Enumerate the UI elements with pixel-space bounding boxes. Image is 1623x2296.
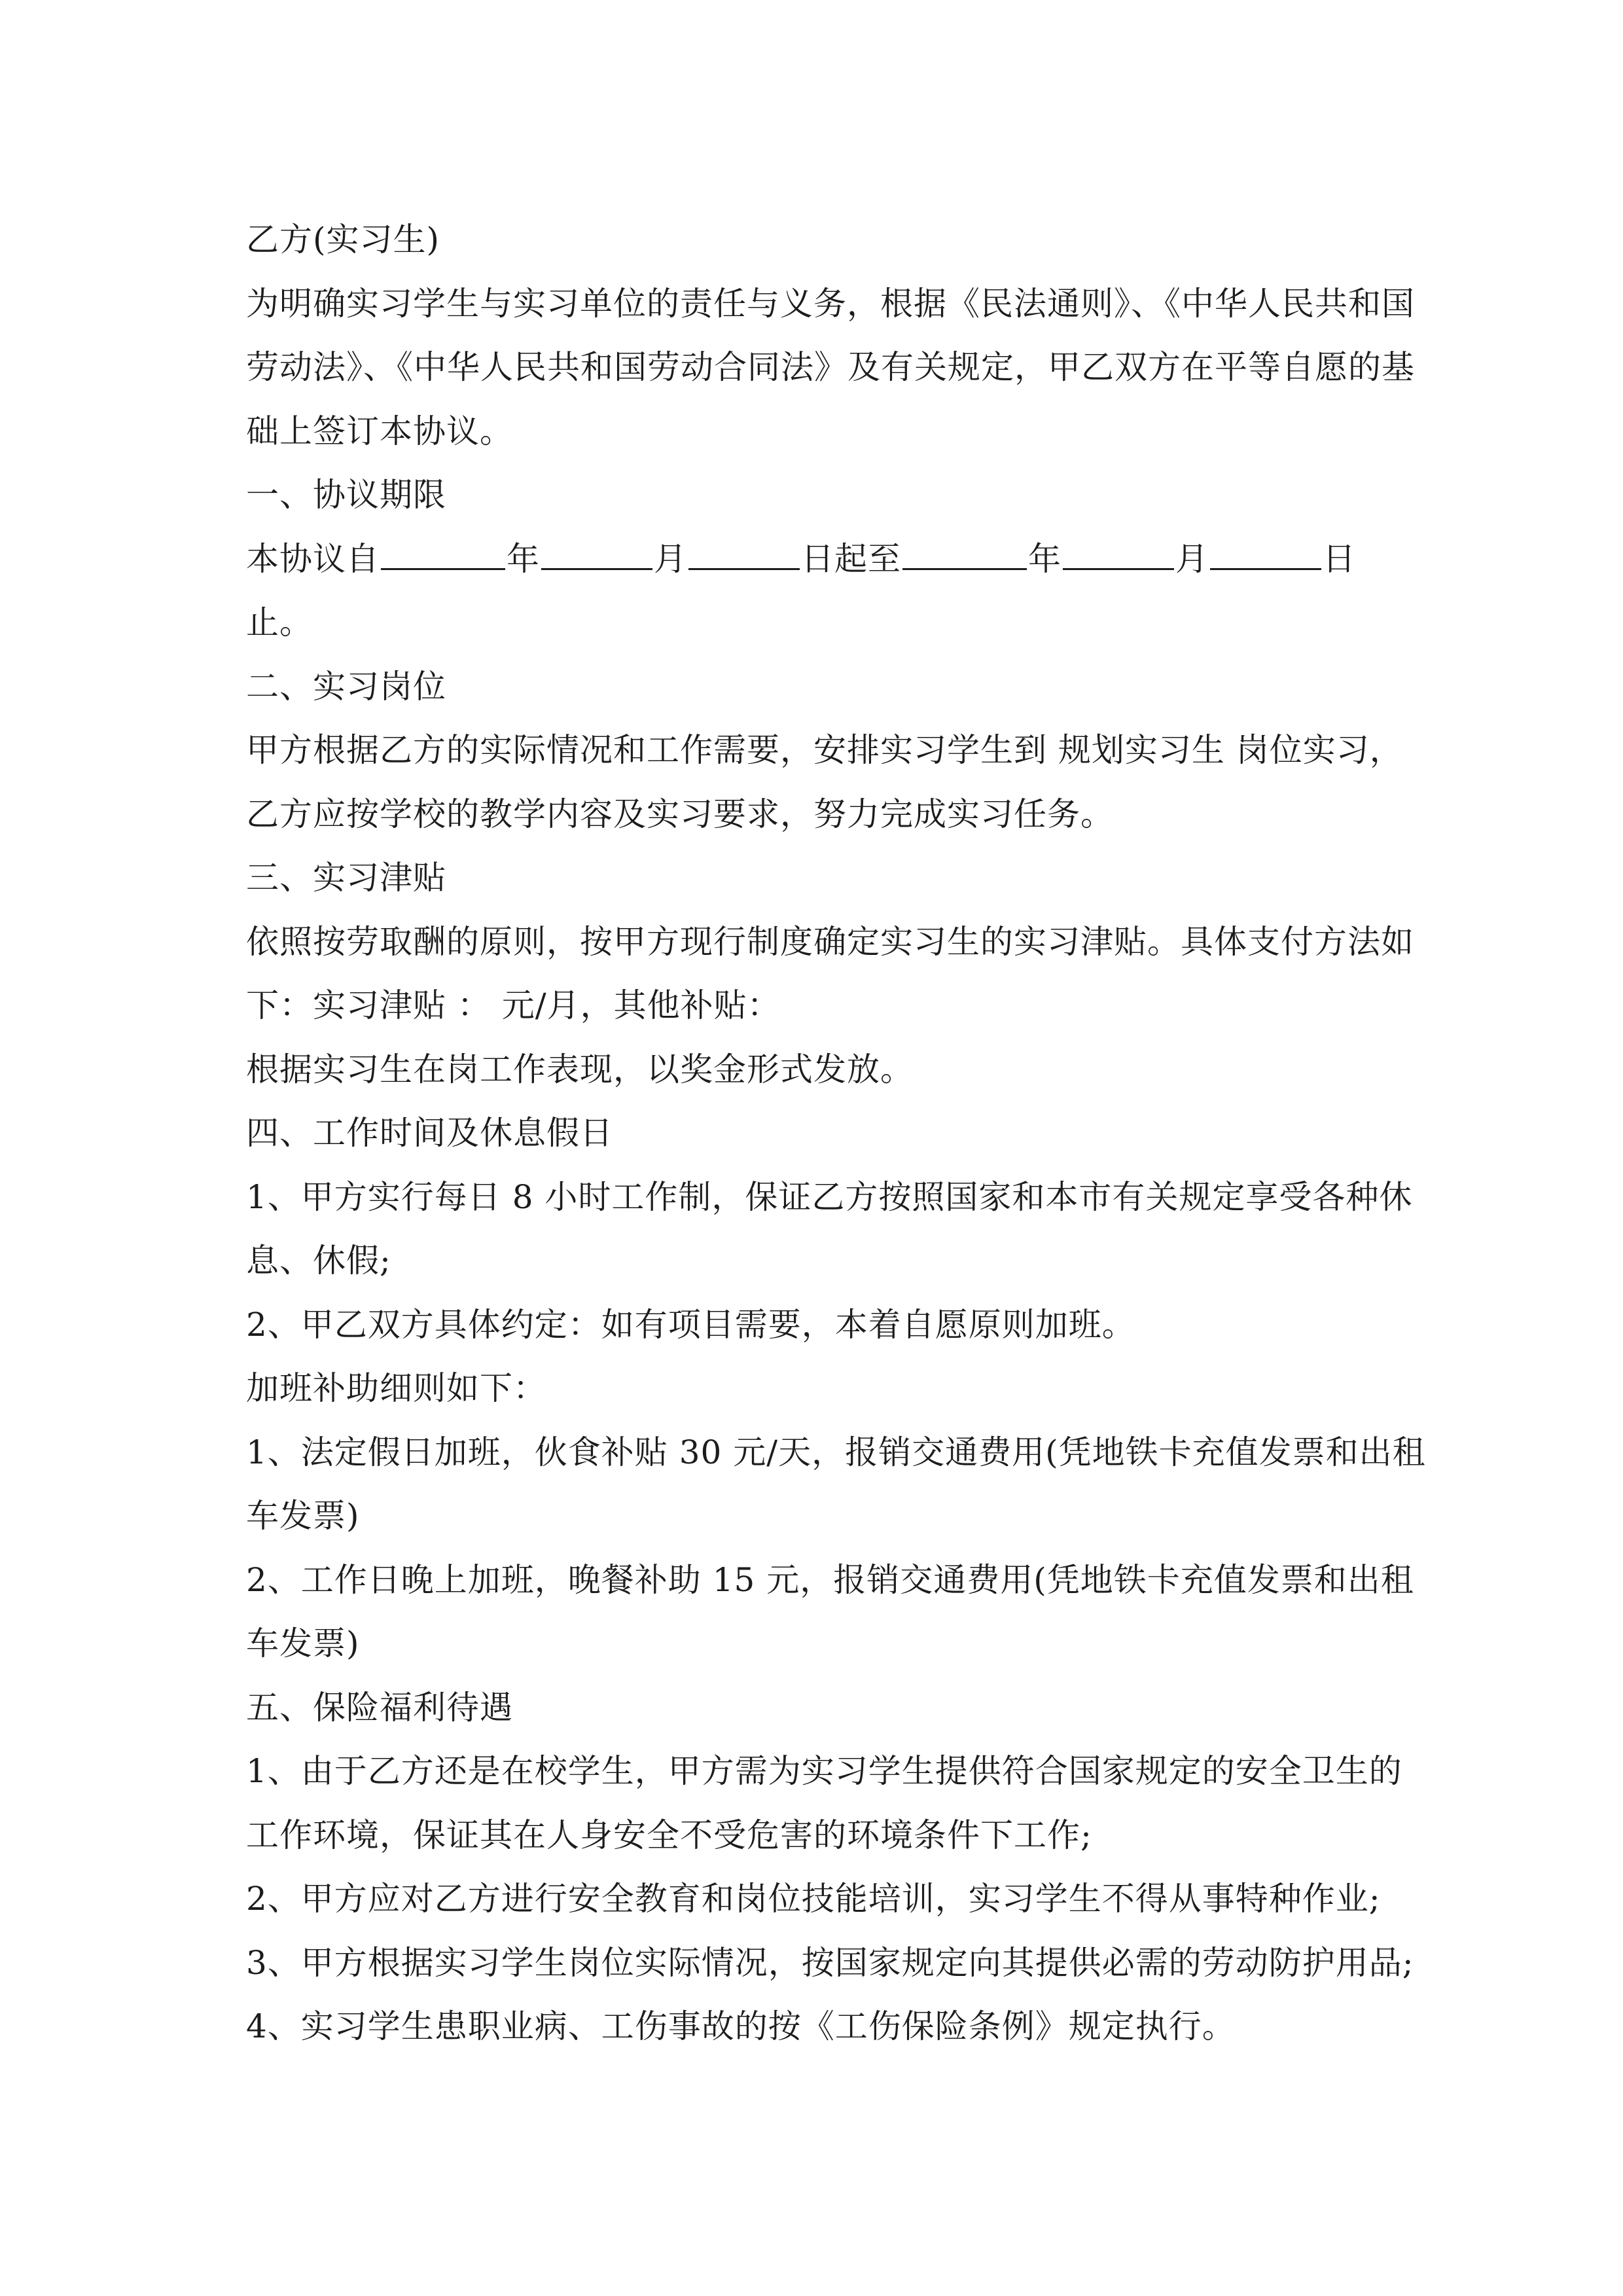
paragraph-line: 2、甲方应对乙方进行安全教育和岗位技能培训，实习学生不得从事特种作业; [246,1880,1381,1918]
start-month-blank[interactable] [541,567,652,570]
paragraph-line: 4、实习学生患职业病、工伤事故的按《工伤保险条例》规定执行。 [246,2007,1236,2045]
paragraph-line: 3、甲方根据实习学生岗位实际情况，按国家规定向其提供必需的劳动防护用品; [246,1943,1414,1982]
paragraph-line: 1、甲方实行每日 8 小时工作制，保证乙方按照国家和本市有关规定享受各种休 [246,1177,1413,1216]
party-b-line: 乙方(实习生) [246,221,440,259]
paragraph-line: 甲方根据乙方的实际情况和工作需要，安排实习学生到 规划实习生 岗位实习， [246,731,1403,769]
paragraph-line: 2、甲乙双方具体约定：如有项目需要，本着自愿原则加班。 [246,1305,1135,1344]
period-year-label: 年 [1028,539,1061,578]
paragraph-line: 2、工作日晚上加班，晚餐补助 15 元，报销交通费用(凭地铁卡充值发票和出租 [246,1560,1414,1599]
intro-line: 础上签订本协议。 [246,412,513,450]
paragraph-line: 加班补助细则如下： [246,1369,546,1407]
section-heading: 三、实习津贴 [246,859,446,897]
period-year-label: 年 [507,539,540,578]
end-year-blank[interactable] [902,567,1027,570]
paragraph-line: 依照按劳取酬的原则，按甲方现行制度确定实习生的实习津贴。具体支付方法如 [246,922,1414,961]
paragraph-line: 乙方应按学校的教学内容及实习要求，努力完成实习任务。 [246,795,1114,833]
end-month-blank[interactable] [1063,567,1174,570]
agreement-period-line [246,528,1398,592]
section-heading: 五、保险福利待遇 [246,1688,513,1727]
period-day-label: 日 [1323,539,1356,578]
paragraph-line: 根据实习生在岗工作表现，以奖金形式发放。 [246,1050,914,1088]
document-body [246,208,1426,2059]
period-month-label: 月 [1175,539,1209,578]
paragraph-line: 车发票) [246,1624,360,1662]
paragraph-line: 1、由于乙方还是在校学生，甲方需为实习学生提供符合国家规定的安全卫生的 [246,1752,1402,1790]
intro-line: 劳动法》、《中华人民共和国劳动合同法》及有关规定，甲乙双方在平等自愿的基 [246,348,1415,386]
start-day-blank[interactable] [688,567,800,570]
period-text-start: 本协议自 [246,539,380,578]
period-tail: 止。 [246,603,313,641]
intro-line: 为明确实习学生与实习单位的责任与义务，根据《民法通则》、《中华人民共和国 [246,284,1415,323]
section-heading: 二、实习岗位 [246,667,446,706]
paragraph-line: 车发票) [246,1497,360,1535]
paragraph-line: 1、法定假日加班，伙食补贴 30 元/天，报销交通费用(凭地铁卡充值发票和出租 [246,1433,1426,1471]
period-from-label: 日起至 [801,539,901,578]
start-year-blank[interactable] [381,567,505,570]
paragraph-line: 下：实习津贴 ： 元/月，其他补贴： [246,986,781,1024]
paragraph-line: 工作环境，保证其在人身安全不受危害的环境条件下工作; [246,1816,1092,1854]
section-heading: 四、工作时间及休息假日 [246,1114,613,1152]
paragraph-line: 息、休假; [246,1242,391,1280]
section-heading: 一、协议期限 [246,476,446,514]
end-day-blank[interactable] [1210,567,1321,570]
period-month-label: 月 [654,539,687,578]
